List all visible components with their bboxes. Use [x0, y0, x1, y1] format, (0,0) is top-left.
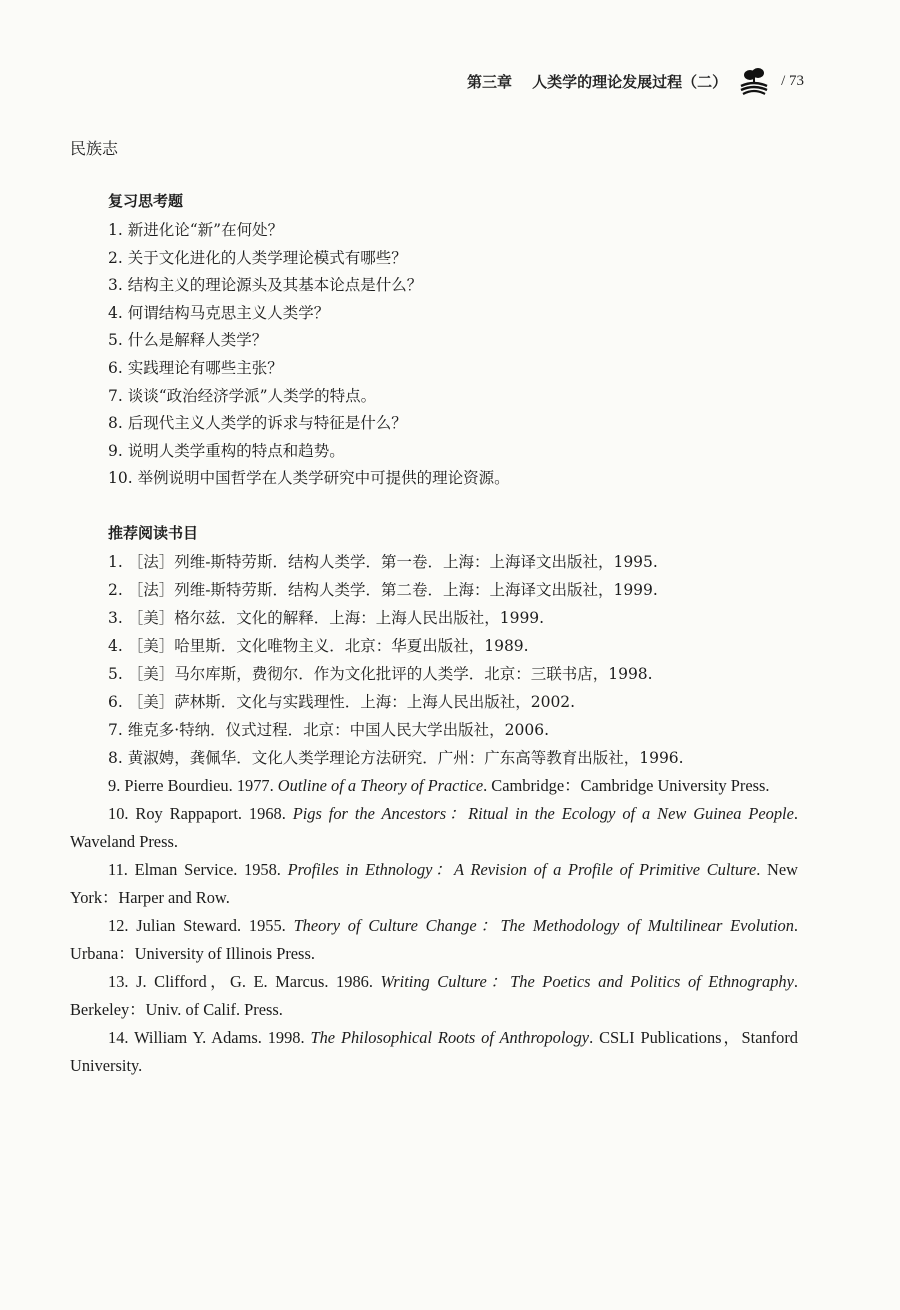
book-title: Profiles in Ethnology：A Revision of a Profile of Primitive Culture: [287, 860, 757, 879]
chapter-title: 人类学的理论发展过程（二）: [532, 72, 728, 91]
list-item: 3. 结构主义的理论源头及其基本论点是什么？: [108, 276, 423, 295]
book-title: The Philosophical Roots of Anthropology: [310, 1028, 590, 1047]
chapter-label: 第三章: [467, 72, 513, 91]
reading-heading: 推荐阅读书目: [108, 524, 199, 542]
list-item: 11. Elman Service. 1958. Profiles in Ethnology：A Revision of a Profile of Primitive Culture. New York：Harper and Row.: [70, 860, 798, 907]
review-heading: 复习思考题: [108, 192, 184, 210]
list-item: 2. 关于文化进化的人类学理论模式有哪些？: [108, 248, 407, 267]
list-item: 13. J. Clifford，G. E. Marcus. 1986. Writing Culture：The Poetics and Politics of Ethnography. Berkeley：Univ. of Calif. Press.: [70, 972, 798, 1019]
list-item: 5. ［美］马尔库斯，费彻尔．作为文化批评的人类学．北京：三联书店，1998.: [108, 665, 653, 683]
list-item: 4. ［美］哈里斯．文化唯物主义．北京：华夏出版社，1989.: [108, 637, 529, 655]
list-item: 8. 后现代主义人类学的诉求与特征是什么？: [108, 414, 407, 433]
chinese-references: [108, 548, 684, 772]
list-item: 10. Roy Rappaport. 1968. Pigs for the Ancestors：Ritual in the Ecology of a New Guinea People. Waveland Press.: [70, 804, 798, 851]
book-title: Writing Culture：The Poetics and Politics of Ethnography: [380, 972, 794, 991]
list-item: 9. 说明人类学重构的特点和趋势。: [108, 441, 345, 460]
list-item: 1. 新进化论“新”在何处？: [108, 221, 284, 239]
book-title: Theory of Culture Change：The Methodology of Multilinear Evolution: [293, 916, 794, 935]
book-tree-logo-icon: [737, 66, 771, 96]
list-item: 14. William Y. Adams. 1998. The Philosophical Roots of Anthropology. CSLI Publications，Stanford University.: [70, 1028, 798, 1075]
list-item: 3. ［美］格尔兹．文化的解释．上海：上海人民出版社，1999.: [108, 609, 545, 627]
list-item: 7. 谈谈“政治经济学派”人类学的特点。: [108, 386, 377, 405]
english-references: [70, 772, 798, 1080]
list-item: 6. 实践理论有哪些主张？: [108, 358, 283, 377]
list-item: 7. 维克多·特纳．仪式过程．北京：中国人民大学出版社，2006.: [108, 721, 550, 739]
book-title: Outline of a Theory of Practice: [277, 776, 484, 795]
running-header: [467, 66, 804, 96]
list-item: 8. 黄淑娉，龚佩华．文化人类学理论方法研究．广州：广东高等教育出版社，1996.: [108, 749, 684, 767]
list-item: 9. Pierre Bourdieu. 1977. Outline of a Theory of Practice. Cambridge：Cambridge University Press.: [108, 776, 770, 795]
book-title: Pigs for the Ancestors：Ritual in the Ecology of a New Guinea People: [292, 804, 794, 823]
list-item: 1. ［法］列维-斯特劳斯．结构人类学．第一卷．上海：上海译文出版社，1995.: [108, 553, 658, 571]
list-item: 4. 何谓结构马克思主义人类学？: [108, 303, 330, 322]
review-questions: [108, 217, 510, 493]
list-item: 10. 举例说明中国哲学在人类学研究中可提供的理论资源。: [108, 469, 510, 488]
list-item: 6. ［美］萨林斯．文化与实践理性．上海：上海人民出版社，2002.: [108, 693, 576, 711]
list-item: 2. ［法］列维-斯特劳斯．结构人类学．第二卷．上海：上海译文出版社，1999.: [108, 581, 658, 599]
carry-over-text: 民族志: [70, 139, 119, 158]
page-number: / 73: [781, 72, 804, 89]
list-item: 5. 什么是解释人类学？: [108, 331, 268, 350]
list-item: 12. Julian Steward. 1955. Theory of Culture Change：The Methodology of Multilinear Evolution. Urbana：University of Illinois Press.: [70, 916, 798, 963]
